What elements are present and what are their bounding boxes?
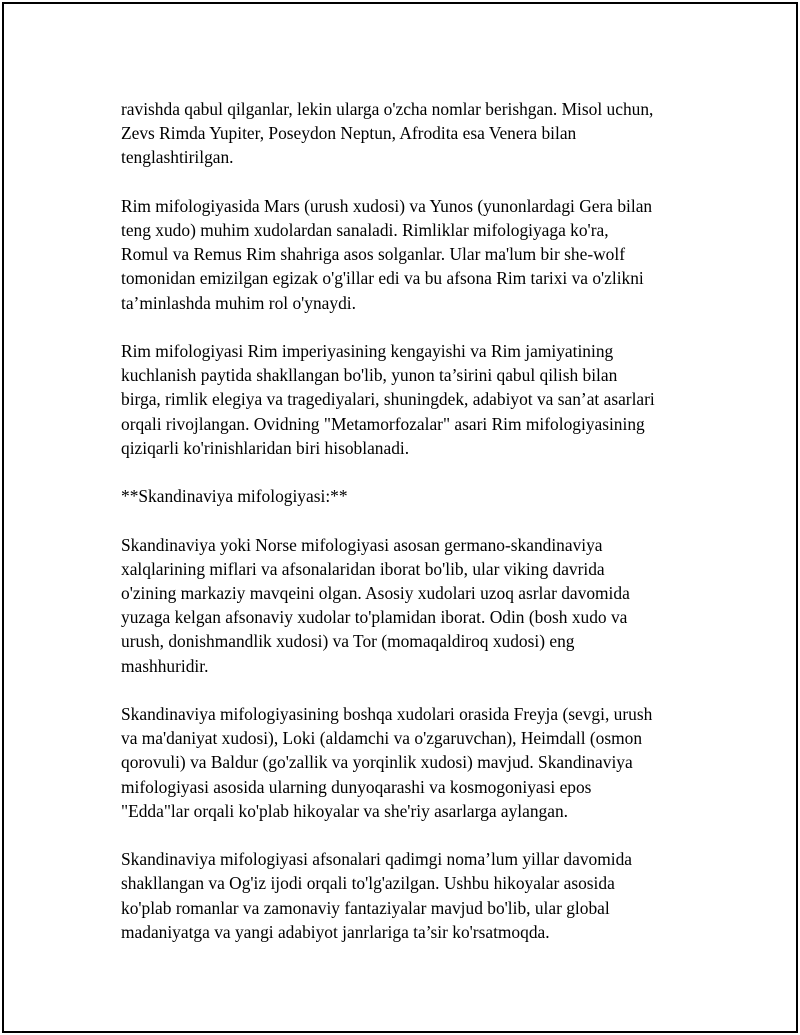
text-line: tenglashtirilgan.: [121, 147, 234, 168]
document-body: [121, 97, 701, 968]
paragraph: [121, 339, 701, 460]
text-line: **Skandinaviya mifologiyasi:**: [121, 486, 348, 507]
paragraph: [121, 194, 701, 315]
text-line: va ma'daniyat xudosi), Loki (aldamchi va o'zgaruvchan), Heimdall (osmon: [121, 728, 643, 749]
paragraph: [121, 702, 701, 823]
text-line: Skandinaviya mifologiyasi afsonalari qadimgi noma’lum yillar davomida: [121, 849, 632, 870]
paragraph: [121, 533, 701, 678]
text-line: qiziqarli ko'rinishlaridan biri hisoblanadi.: [121, 437, 410, 458]
text-line: yuzaga kelgan afsonaviy xudolar to'plamidan iborat. Odin (bosh xudo va: [121, 607, 628, 628]
text-line: Rim mifologiyasi Rim imperiyasining kengayishi va Rim jamiyatining: [121, 341, 614, 361]
text-line: kuchlanish paytida shakllangan bo'lib, yunon ta’sirini qabul qilish bilan: [121, 365, 618, 386]
text-line: "Edda"lar orqali ko'plab hikoyalar va she'riy asarlarga aylangan.: [121, 800, 569, 821]
text-line: ko'plab romanlar va zamonaviy fantaziyalar mavjud bo'lib, ular global: [121, 897, 610, 918]
text-line: ta’minlashda muhim rol o'ynaydi.: [121, 292, 356, 313]
text-line: madaniyatga va yangi adabiyot janrlariga ta’sir ko'rsatmoqda.: [121, 921, 550, 942]
section-heading: [121, 484, 701, 508]
text-line: xalqlarining miflari va afsonalaridan iborat bo'lib, ular viking davrida: [121, 558, 605, 579]
paragraph: [121, 847, 701, 944]
text-line: ravishda qabul qilganlar, lekin ularga o'zcha nomlar berishgan. Misol uchun,: [121, 99, 654, 119]
text-line: tomonidan emizilgan egizak o'g'illar edi va bu afsona Rim tarixi va o'zlikni: [121, 268, 644, 289]
text-line: teng xudo) muhim xudolardan sanaladi. Rimliklar mifologiyaga ko'ra,: [121, 220, 609, 240]
text-line: mashhuridir.: [121, 655, 209, 676]
text-line: mifologiyasi asosida ularning dunyoqarashi va kosmogoniyasi epos: [121, 776, 592, 797]
page-frame: [2, 2, 798, 1033]
paragraph: [121, 97, 701, 170]
text-line: o'zining markaziy mavqeini olgan. Asosiy xudolari uzoq asrlar davomida: [121, 583, 630, 603]
text-line: Skandinaviya mifologiyasining boshqa xudolari orasida Freyja (sevgi, urush: [121, 704, 653, 724]
text-line: Skandinaviya yoki Norse mifologiyasi asosan germano-skandinaviya: [121, 534, 603, 555]
text-line: shakllangan va Og'iz ijodi orqali to'lg'azilgan. Ushbu hikoyalar asosida: [121, 873, 615, 894]
text-line: Rim mifologiyasida Mars (urush xudosi) va Yunos (yunonlardagi Gera bilan: [121, 195, 653, 216]
text-line: urush, donishmandlik xudosi) va Tor (momaqaldiroq xudosi) eng: [121, 631, 575, 652]
text-line: orqali rivojlangan. Ovidning "Metamorfozalar" asari Rim mifologiyasining: [121, 413, 645, 434]
text-line: birga, rimlik elegiya va tragediyalari, shuningdek, adabiyot va san’at asarlari: [121, 389, 655, 410]
text-line: qorovuli) va Baldur (go'zallik va yorqinlik xudosi) mavjud. Skandinaviya: [121, 752, 633, 773]
text-line: Zevs Rimda Yupiter, Poseydon Neptun, Afrodita esa Venera bilan: [121, 123, 577, 144]
text-line: Romul va Remus Rim shahriga asos solganlar. Ular ma'lum bir she-wolf: [121, 244, 626, 265]
